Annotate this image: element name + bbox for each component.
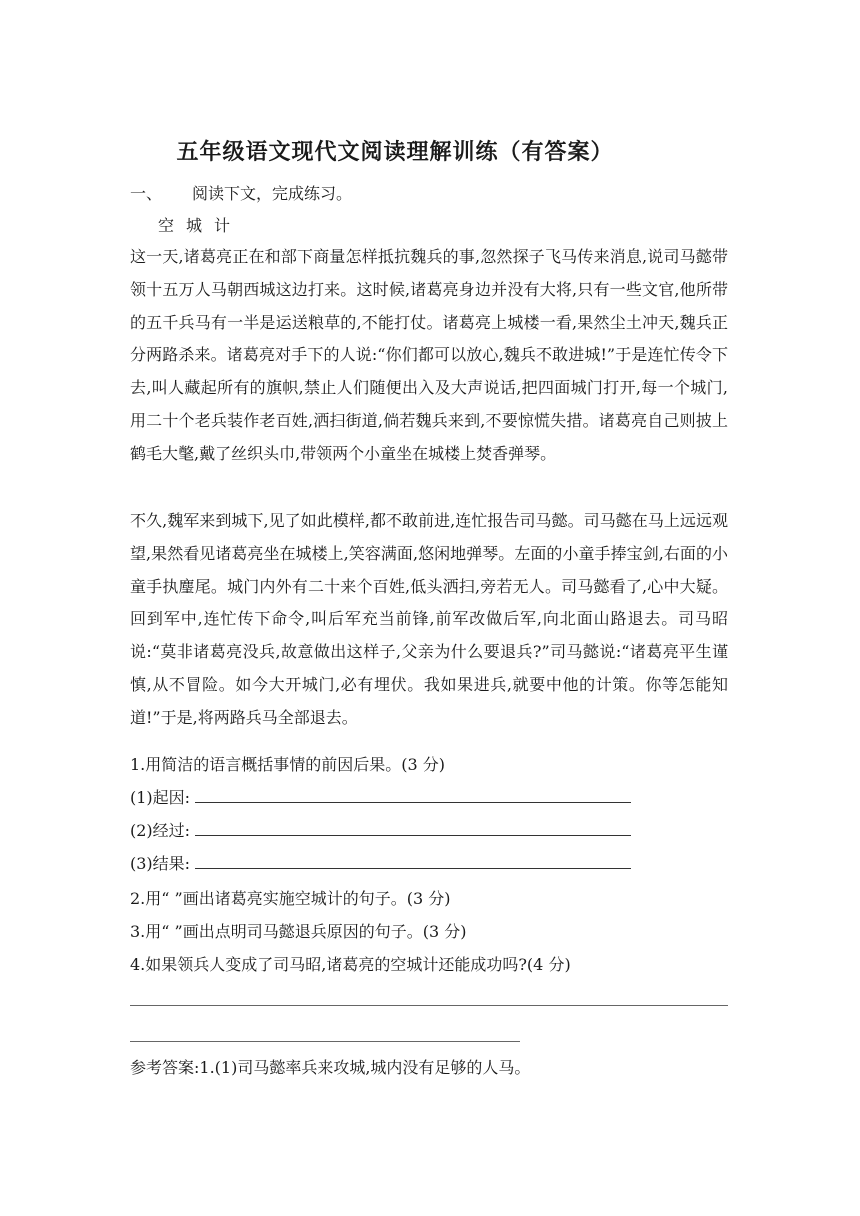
reference-answer-text: 1.(1)司马懿率兵来攻城,城内没有足够的人马。 bbox=[199, 1058, 531, 1077]
question-1-result-row bbox=[130, 852, 631, 876]
question-1-process-row bbox=[130, 819, 631, 843]
question-3: 3.用“ ”画出点明司马懿退兵原因的句子。(3 分) bbox=[130, 922, 467, 941]
section-number: 一、 bbox=[130, 184, 163, 203]
question-1-process-label: (2)经过: bbox=[130, 821, 191, 840]
question-1-result-label: (3)结果: bbox=[130, 854, 191, 873]
section-instruction: 阅读下文，完成练习。 bbox=[192, 184, 353, 203]
question-2: 2.用“ ”画出诸葛亮实施空城计的句子。(3 分) bbox=[130, 889, 451, 908]
answer-blank-process[interactable] bbox=[195, 821, 631, 836]
section-heading bbox=[130, 181, 352, 204]
passage-paragraph-2: 不久,魏军来到城下,见了如此模样,都不敢前进,连忙报告司马懿。司马懿在马上远远观望,果然看见诸葛亮坐在城楼上,笑容满面,悠闲地弹琴。左面的小童手捧宝剑,右面的小童手执麈尾。城门内外有二十来个百姓,低头洒扫,旁若无人。司马懿看了,心中大疑。回到军中,连忙传下命令,叫后军充当前锋,前军改做后军,向北面山路退去。司马昭说:“莫非诸葛亮没兵,故意做出这样子,父亲为什么要退兵?”司马懿说:“诸葛亮平生谨慎,从不冒险。如今大开城门,必有埋伏。我如果进兵,就要中他的计策。你等怎能知道!”于是,将两路兵马全部退去。 bbox=[130, 511, 728, 727]
question-4: 4.如果领兵人变成了司马昭,诸葛亮的空城计还能成功吗?(4 分) bbox=[130, 955, 571, 974]
passage-title: 空城计 bbox=[158, 216, 243, 235]
reference-answer-label: 参考答案: bbox=[130, 1058, 200, 1077]
question-1-cause-label: (1)起因: bbox=[130, 788, 191, 807]
question-1-cause-row bbox=[130, 786, 631, 810]
reference-answer bbox=[130, 1056, 530, 1080]
question-1: 1.用简洁的语言概括事情的前因后果。(3 分) bbox=[130, 755, 446, 774]
answer-blank-cause[interactable] bbox=[195, 788, 631, 803]
passage-paragraph-1: 这一天,诸葛亮正在和部下商量怎样抵抗魏兵的事,忽然探子飞马传来消息,说司马懿带领十五万人马朝西城这边打来。这时候,诸葛亮身边并没有大将,只有一些文官,他所带的五千兵马有一半是运送粮草的,不能打仗。诸葛亮上城楼一看,果然尘土冲天,魏兵正分两路杀来。诸葛亮对手下的人说:“你们都可以放心,魏兵不敢进城!”于是连忙传令下去,叫人藏起所有的旗帜,禁止人们随便出入及大声说话,把四面城门打开,每一个城门,用二十个老兵装作老百姓,洒扫街道,倘若魏兵来到,不要惊慌失措。诸葛亮自己则披上鹤毛大氅,戴了丝织头巾,带领两个小童坐在城楼上焚香弹琴。 bbox=[130, 247, 728, 463]
answer-blank-result[interactable] bbox=[195, 854, 631, 869]
answer-line-2[interactable] bbox=[130, 1041, 520, 1042]
answer-line-1[interactable] bbox=[130, 1005, 728, 1006]
document-title: 五年级语文现代文阅读理解训练（有答案） bbox=[176, 140, 614, 165]
